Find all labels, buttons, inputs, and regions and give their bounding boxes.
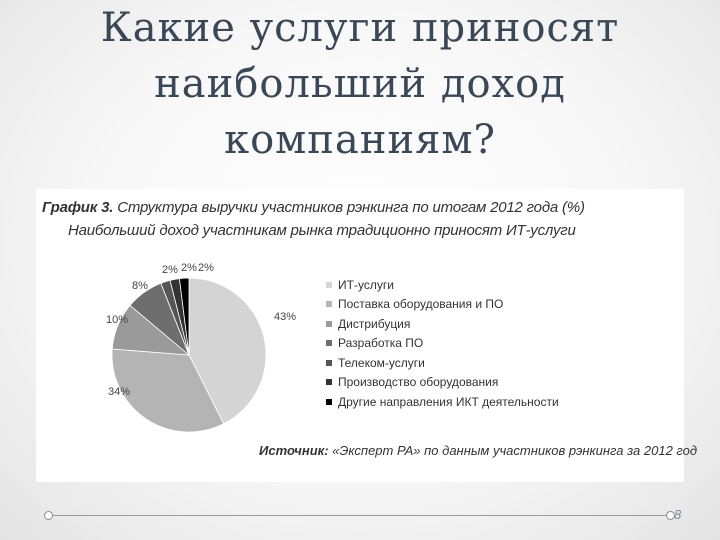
legend-label: Поставка оборудования и ПО [338,297,504,312]
source-text: «Эксперт РА» по данным участников рэнкинга за 2012 год [328,443,698,458]
legend-item [326,314,559,334]
legend-item [326,392,559,412]
legend-label: Другие направления ИКТ деятельности [338,394,559,409]
pie-data-label-6: 2% [181,262,197,274]
page-number: 8 [674,507,682,522]
legend-swatch [326,301,332,307]
legend-item [326,275,559,295]
legend-label: Дистрибуция [338,316,411,331]
source-prefix: Источник: [259,443,329,458]
legend-label: Разработка ПО [338,336,424,351]
chart-title-text: Структура выручки участников рэнкинга по итогам 2012 года (%) [113,199,585,216]
chart-legend [326,275,559,412]
legend-swatch [326,282,332,288]
legend-swatch [326,399,332,405]
footer-dot-left [44,511,53,520]
legend-swatch [326,360,332,366]
slide-title: Какие услуги приносят наибольший доход компаниям? [100,5,620,163]
pie-data-label-4: 8% [132,280,148,292]
legend-item [326,295,559,315]
legend-swatch [326,379,332,385]
pie-data-label-3: 10% [106,314,129,326]
footer-divider [48,515,670,516]
legend-label: Телеком-услуги [338,355,425,370]
pie-data-label-1: 43% [274,311,297,323]
legend-label: ИТ-услуги [338,277,394,292]
pie-data-label-7: 2% [198,262,214,274]
chart-subtitle: Наибольший доход участникам рынка традиционно приносят ИТ-услуги [68,222,576,239]
legend-swatch [326,321,332,327]
chart-title-prefix: График 3. [42,199,114,216]
legend-label: Производство оборудования [338,375,499,390]
chart-source [259,443,697,458]
pie-data-label-5: 2% [162,264,178,276]
legend-item [326,353,559,373]
chart-figure [36,189,698,482]
legend-item [326,373,559,393]
legend-item [326,334,559,354]
legend-swatch [326,340,332,346]
pie-data-label-2: 34% [108,386,131,398]
